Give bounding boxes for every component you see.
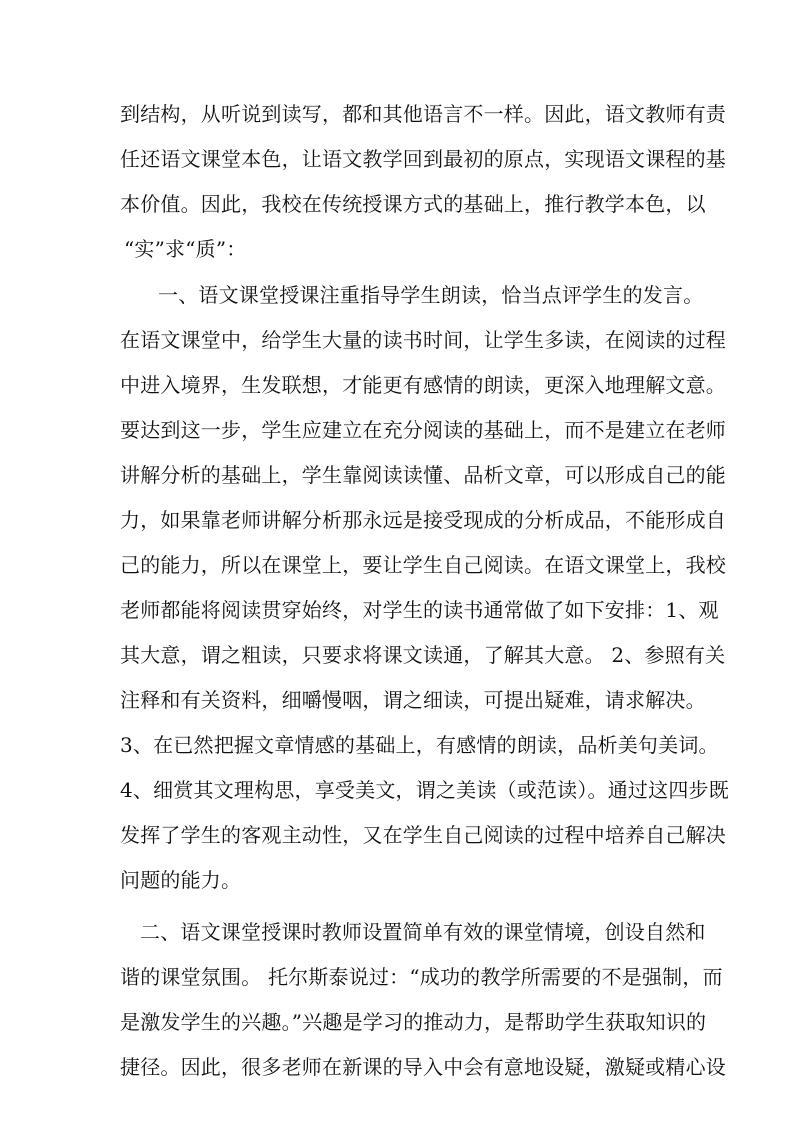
text-line: 中进入境界，生发联想，才能更有感情的朗读，更深入地理解文意。 bbox=[120, 373, 726, 397]
text-line: 任还语文课堂本色，让语文教学回到最初的原点，实现语文课程的基 bbox=[120, 147, 726, 171]
text-line: 在语文课堂中，给学生大量的读书时间，让学生多读，在阅读的过程 bbox=[120, 328, 726, 352]
text-line: 捷径。因此，很多老师在新课的导入中会有意地设疑，激疑或精心设 bbox=[120, 1055, 726, 1079]
text-line: 谐的课堂氛围。 托尔斯泰说过：“成功的教学所需要的不是强制，而 bbox=[120, 965, 723, 989]
text-line: 4、细赏其文理构思，享受美文，谓之美读（或范读）。通过这四步既 bbox=[120, 778, 729, 802]
section-heading: 二、语文课堂授课时教师设置简单有效的课堂情境，创设自然和 bbox=[140, 920, 706, 944]
text-line: 要达到这一步，学生应建立在充分阅读的基础上，而不是建立在老师 bbox=[120, 418, 726, 442]
text-line: 发挥了学生的客观主动性，又在学生自己阅读的过程中培养自己解决 bbox=[120, 823, 726, 847]
text-line: 力，如果靠老师讲解分析那永远是接受现成的分析成品，不能形成自 bbox=[120, 508, 726, 532]
text-line: 本价值。因此，我校在传统授课方式的基础上，推行教学本色，以 bbox=[120, 192, 706, 216]
text-line: 其大意，谓之粗读，只要求将课文读通，了解其大意。 2、参照有关 bbox=[120, 643, 726, 667]
section-heading: 一、语文课堂授课注重指导学生朗读，恰当点评学生的发言。 bbox=[158, 283, 704, 307]
text-line: 注释和有关资料，细嚼慢咽，谓之细读，可提出疑难，请求解决。 bbox=[120, 688, 706, 712]
text-line: 讲解分析的基础上，学生靠阅读读懂、品析文章，可以形成自己的能 bbox=[120, 463, 726, 487]
text-line: 老师都能将阅读贯穿始终，对学生的读书通常做了如下安排：1、观 bbox=[120, 598, 719, 622]
text-line: 到结构，从听说到读写，都和其他语言不一样。因此，语文教师有责 bbox=[120, 102, 726, 126]
text-line: 是激发学生的兴趣。”兴趣是学习的推动力，是帮助学生获取知识的 bbox=[120, 1010, 707, 1034]
text-line: 己的能力，所以在课堂上，要让学生自己阅读。在语文课堂上，我校 bbox=[120, 553, 726, 577]
text-line: “实”求“质”： bbox=[124, 237, 247, 261]
text-line: 3、在已然把握文章情感的基础上，有感情的朗读，品析美句美词。 bbox=[120, 733, 719, 757]
text-line: 问题的能力。 bbox=[120, 868, 242, 892]
